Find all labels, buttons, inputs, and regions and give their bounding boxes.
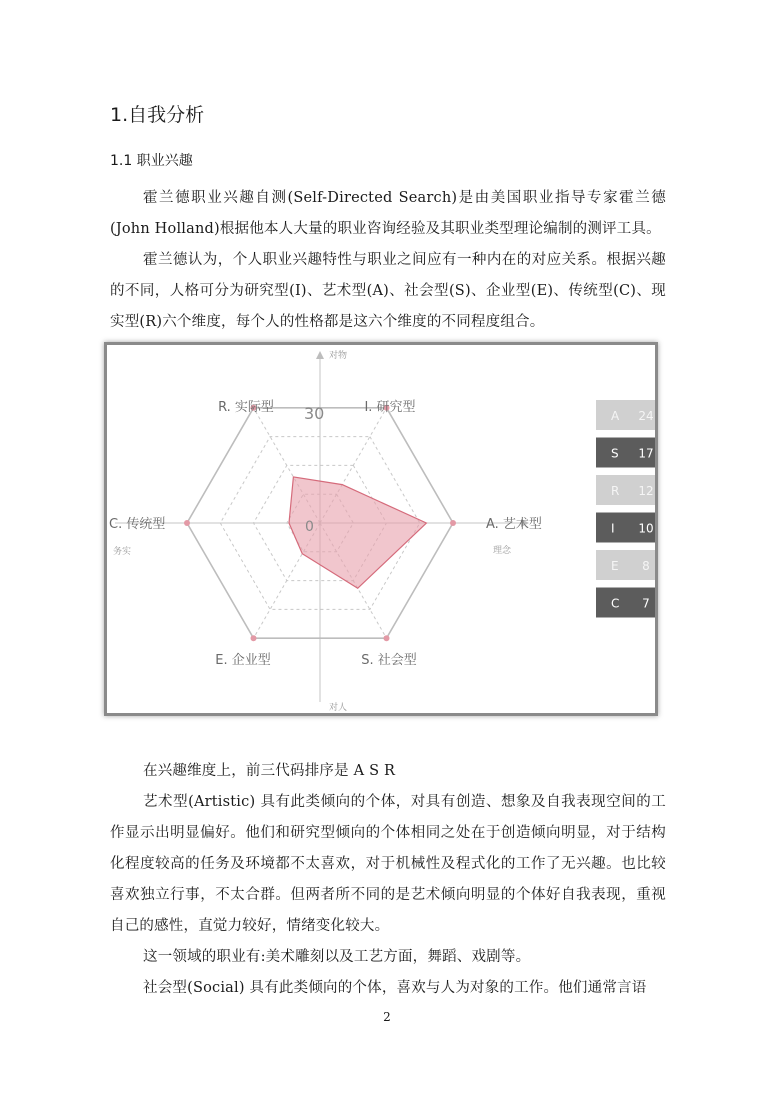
ranking-value-s: 17 xyxy=(638,446,654,461)
paragraph-top-codes: 在兴趣维度上，前三代码排序是 A S R xyxy=(143,763,396,779)
axis-label-s: S. 社会型 xyxy=(361,653,417,668)
paragraph-artistic: 艺术型(Artistic) 具有此类倾向的个体，对具有创造、想象及自我表现空间的工作显示出明显偏好。他们和研究型倾向的个体相同之处在于创造倾向明显，对于结构化程度较高的任务及环境都不太喜欢，对于机械性及程式化的工作了无兴趣。也比较喜欢独立行事，不太合群。但两者所不同的是艺术倾向明显的个体好自我表现，重视自己的感性，直觉力较好，情绪变化较大。 xyxy=(110,794,666,934)
ranking-code-i: I xyxy=(611,521,615,536)
page-number: 2 xyxy=(383,1010,391,1024)
vertex-dot-a xyxy=(450,520,456,526)
ranking-value-r: 12 xyxy=(638,484,654,498)
axis-end-right: 理念 xyxy=(493,546,512,556)
axis-end-bottom: 对人 xyxy=(329,703,348,713)
ranking-value-i: 10 xyxy=(638,521,654,536)
section-title: 1.自我分析 xyxy=(110,104,205,126)
ranking-code-a: A xyxy=(611,409,620,423)
paragraph-holland-intro: 霍兰德职业兴趣自测(Self-Directed Search)是由美国职业指导专家霍兰德(John Holland)根据他本人大量的职业咨询经验及其职业类型理论编制的测评工具。 xyxy=(110,190,666,237)
subsection-title: 1.1 职业兴趣 xyxy=(110,153,193,169)
vertex-dot-e xyxy=(251,635,257,641)
axis-label-e: E. 企业型 xyxy=(215,653,271,668)
ranking-value-e: 8 xyxy=(642,559,650,573)
ranking-code-c: C xyxy=(611,596,620,611)
ranking-code-e: E xyxy=(611,559,619,573)
axis-label-c: C. 传统型 xyxy=(109,517,166,532)
ranking-code-r: R xyxy=(611,484,620,498)
axis-label-i: I. 研究型 xyxy=(364,400,416,415)
ranking-value-c: 7 xyxy=(642,596,650,611)
ranking-value-a: 24 xyxy=(638,409,654,423)
vertex-dot-s xyxy=(384,635,390,641)
axis-end-top: 对物 xyxy=(329,351,348,361)
axis-end-left: 务实 xyxy=(113,547,132,557)
scale-min-label: 0 xyxy=(305,519,314,535)
ranking-code-s: S xyxy=(611,446,619,461)
holland-radar-chart xyxy=(104,342,658,716)
radar-svg xyxy=(107,345,655,713)
axis-label-a: A. 艺术型 xyxy=(486,517,542,532)
vertex-dot-c xyxy=(184,520,190,526)
ranking-panel xyxy=(596,400,655,618)
paragraph-holland-types: 霍兰德认为，个人职业兴趣特性与职业之间应有一种内在的对应关系。根据兴趣的不同，人格可分为研究型(I)、艺术型(A)、社会型(S)、企业型(E)、传统型(C)、现实型(R)六个维度，每个人的性格都是这六个维度的不同程度组合。 xyxy=(110,252,666,330)
paragraph-artistic-careers: 这一领域的职业有:美术雕刻以及工艺方面，舞蹈、戏剧等。 xyxy=(143,949,531,965)
axis-label-r: R. 实际型 xyxy=(218,400,274,415)
scale-max-label: 30 xyxy=(304,404,325,423)
paragraph-social: 社会型(Social) 具有此类倾向的个体，喜欢与人为对象的工作。他们通常言语 xyxy=(143,980,647,996)
